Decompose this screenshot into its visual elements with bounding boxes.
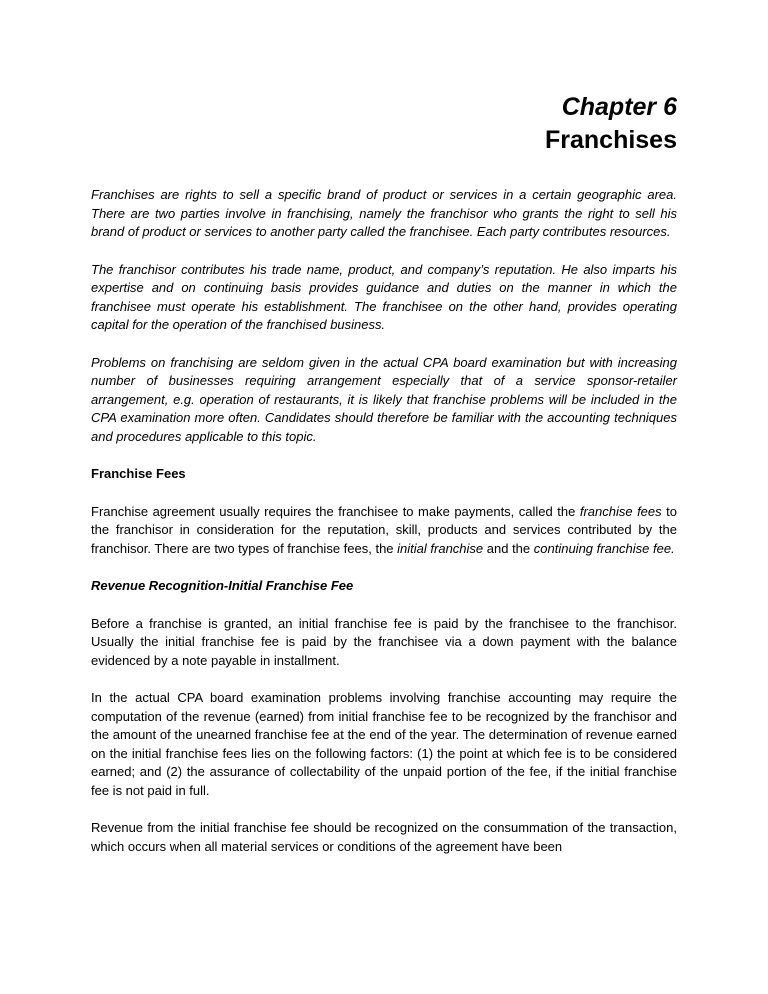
intro-paragraph-3: Problems on franchising are seldom given in the actual CPA board examination but with increasing number of businesses requiring arrangement especially that of a service sponsor-retailer arrangement, e.g. operation of restaurants, it is likely that franchise problems will be included in the CPA examination more often. Candidates should therefore be familiar with the accounting techniques and procedures applicable to this topic. [91,354,677,444]
revenue-paragraph-2: In the actual CPA board examination problems involving franchise accounting may require the computation of the revenue (earned) from initial franchise fee to be recognized by the franchisor and the amount of the unearned franchise fee at the end of the year. The determination of revenue earned on the initial franchise fees lies on the following factors: (1) the point at which fee is to be considered earned; and (2) the assurance of collectability of the unpaid portion of the fee, if the initial franchise fee is not paid in full. [91,690,677,798]
franchise-fees-section [91,465,677,558]
intro-paragraph-1: Franchises are rights to sell a specific brand of product or services in a certain geographic area. There are two parties involve in franchising, namely the franchisor who grants the right to sell his brand of product or services to another party called the franchisee. Each party contributes resources. [91,187,677,239]
revenue-recognition-heading: Revenue Recognition-Initial Franchise Fee [91,578,354,593]
franchise-fees-text-1: Franchise agreement usually requires the franchisee to make payments, called the [91,503,580,519]
franchise-fees-heading: Franchise Fees [91,466,186,481]
initial-franchise-term: initial franchise [397,540,484,556]
chapter-title: Franchises [544,126,677,154]
revenue-paragraph-1: Before a franchise is granted, an initial franchise fee is paid by the franchisee to the franchisor. Usually the initial franchise fee is paid by the franchisee via a down payment with the balance evidenced by a note payable in installment. [91,615,677,668]
franchise-fees-paragraph [91,503,677,559]
intro-paragraph-2: The franchisor contributes his trade name, product, and company’s reputation. He also imparts his expertise and on continuing basis provides guidance and duties on the manner in which the franchisee must operate his establishment. The franchisee on the other hand, provides operating capital for the operation of the franchised business. [91,261,677,332]
franchise-fees-text-3: and the [483,540,534,556]
intro-section [91,186,677,446]
revenue-paragraph-3: Revenue from the initial franchise fee should be recognized on the consummation of the transaction, which occurs when all material services or conditions of the agreement have been [91,820,677,854]
chapter-label: Chapter 6 [561,93,677,121]
franchise-fees-term: franchise fees [579,503,662,519]
revenue-recognition-section [91,577,677,856]
franchise-fees-text-2: to the franchisor in consideration for the reputation, skill, products and services contributed by the franchisor. There are two types of franchise fees, the [91,503,677,556]
continuing-franchise-fee-term: continuing franchise fee. [533,540,675,556]
chapter-header [91,92,677,155]
